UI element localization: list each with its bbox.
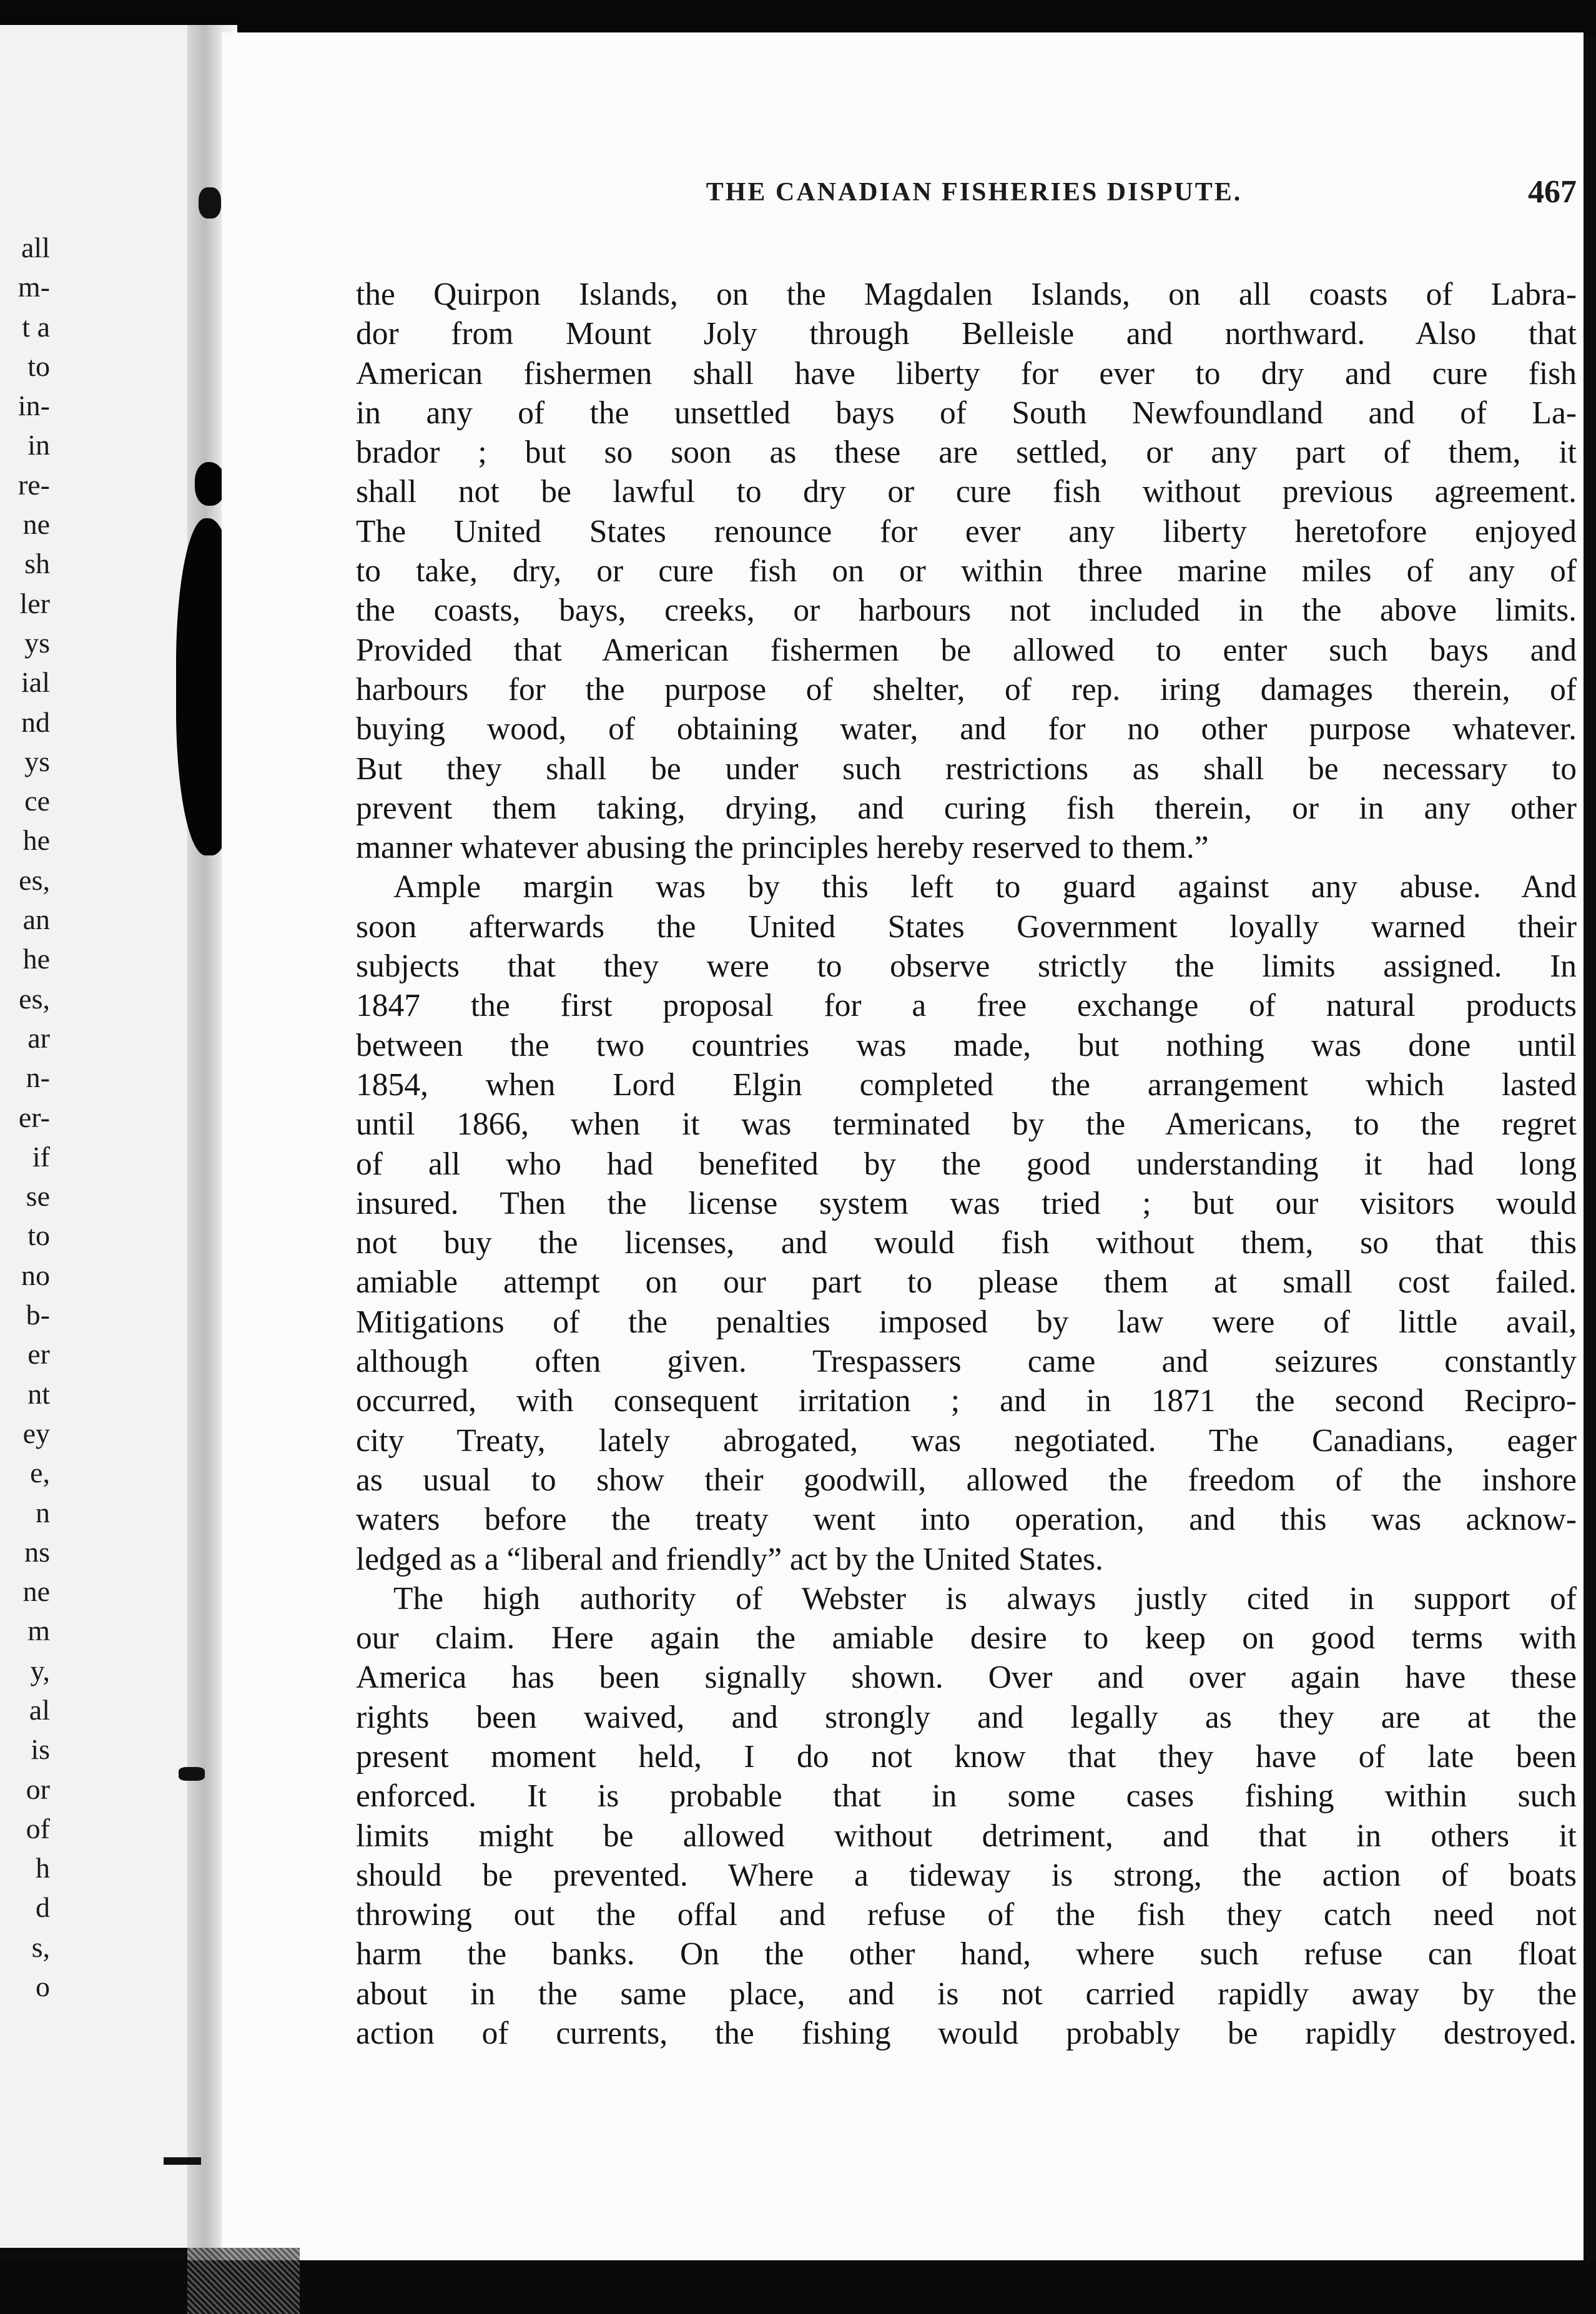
previous-page-fragment: if (32, 1140, 50, 1173)
text-line: The United States renounce for ever any liberty heretofore enjoyed (356, 513, 1577, 549)
previous-page-fragment: ns (24, 1535, 50, 1568)
text-line: present moment held, I do not know that they have of late been (356, 1738, 1577, 1775)
text-line: to take, dry, or cure fish on or within three marine miles of any of (356, 553, 1577, 589)
text-line: occurred, with consequent irritation ; and in 1871 the second Recipro- (356, 1383, 1577, 1419)
previous-page-edge (0, 25, 209, 2248)
text-line: the coasts, bays, creeks, or harbours not included in the above limits. (356, 593, 1577, 629)
text-line: between the two countries was made, but nothing was done until (356, 1027, 1577, 1063)
previous-page-fragment: ar (27, 1022, 50, 1054)
text-line: our claim. Here again the amiable desire to keep on good terms with (356, 1620, 1577, 1657)
text-line: Ample margin was by this left to guard against any abuse. And (393, 869, 1577, 905)
text-line: limits might be allowed without detriment, and that in others it (356, 1818, 1577, 1854)
previous-page-fragment: h (36, 1852, 50, 1884)
text-line: although often given. Trespassers came and seizures constantly (356, 1344, 1577, 1380)
previous-page-fragment: n (36, 1496, 50, 1529)
previous-page-fragment: an (22, 903, 50, 936)
text-line: city Treaty, lately abrogated, was negotiated. The Canadians, eager (356, 1422, 1577, 1459)
book-page (222, 32, 1584, 2260)
previous-page-fragment: es, (19, 864, 50, 896)
previous-page-fragment: ys (24, 626, 50, 659)
previous-page-fragment: he (22, 824, 50, 857)
previous-page-fragment: nt (27, 1377, 50, 1410)
text-line: American fishermen shall have liberty for ever to dry and cure fish (356, 355, 1577, 391)
previous-page-fragment: ne (22, 1575, 50, 1608)
previous-page-fragment: ey (22, 1417, 50, 1449)
previous-page-fragment: to (27, 1219, 50, 1252)
text-line: the Quirpon Islands, on the Magdalen Islands, on all coasts of Labra- (356, 277, 1577, 312)
previous-page-fragment: s, (31, 1931, 50, 1963)
text-line: insured. Then the license system was tried ; but our visitors would (356, 1185, 1577, 1221)
previous-page-fragment: sh (24, 548, 50, 580)
previous-page-fragment: in- (17, 390, 50, 422)
previous-page-fragment: o (36, 1971, 50, 2003)
text-line: soon afterwards the United States Government loyally warned their (356, 908, 1577, 945)
text-line: America has been signally shown. Over and over again have these (356, 1660, 1577, 1696)
previous-page-fragment: ial (21, 666, 50, 699)
text-line: subjects that they were to observe strictly the limits assigned. In (356, 948, 1577, 985)
text-line: harm the banks. On the other hand, where such refuse can float (356, 1936, 1577, 1972)
text-line: not buy the licenses, and would fish without them, so that this (356, 1225, 1577, 1261)
text-line: rights been waived, and strongly and legally as they are at the (356, 1699, 1577, 1735)
previous-page-fragment: m (27, 1615, 50, 1647)
text-line: ledged as a “liberal and friendly” act by the United States. (356, 1541, 1103, 1577)
page-number: 467 (1528, 174, 1577, 210)
binding-mark (164, 2157, 201, 2165)
text-line: of all who had benefited by the good understanding it had long (356, 1146, 1577, 1182)
previous-page-fragment: he (22, 943, 50, 975)
previous-page-fragment: n- (26, 1061, 50, 1094)
text-line: 1847 the first proposal for a free exchange of natural products (356, 988, 1577, 1024)
previous-page-fragment: al (29, 1693, 50, 1726)
previous-page-text-fragments (0, 228, 50, 2006)
previous-page-fragment: se (26, 1180, 50, 1213)
previous-page-fragment: d (36, 1891, 50, 1924)
text-line: brador ; but so soon as these are settled, or any part of them, it (356, 435, 1577, 471)
previous-page-fragment: y, (30, 1654, 50, 1686)
previous-page-fragment: or (26, 1773, 50, 1805)
text-line: should be prevented. Where a tideway is strong, the action of boats (356, 1857, 1577, 1893)
text-line: about in the same place, and is not carried rapidly away by the (356, 1976, 1577, 2012)
previous-page-fragment: no (21, 1259, 50, 1291)
previous-page-fragment: ys (24, 745, 50, 777)
previous-page-fragment: ler (19, 587, 50, 619)
text-line: Mitigations of the penalties imposed by law were of little avail, (356, 1304, 1577, 1340)
previous-page-fragment: re- (17, 468, 50, 501)
text-line: shall not be lawful to dry or cure fish without previous agreement. (356, 474, 1577, 510)
text-line: enforced. It is probable that in some cases fishing within such (356, 1778, 1577, 1814)
scan-border-top (0, 0, 1596, 36)
running-head (584, 174, 1577, 221)
previous-page-fragment: es, (19, 982, 50, 1015)
binding-mark (179, 1767, 205, 1781)
text-line: as usual to show their goodwill, allowed the freedom of the inshore (356, 1462, 1577, 1498)
text-line: prevent them taking, drying, and curing fish therein, or in any other (356, 790, 1577, 826)
text-line: 1854, when Lord Elgin completed the arrangement which lasted (356, 1066, 1577, 1103)
text-line: The high authority of Webster is always justly cited in support of (393, 1580, 1577, 1617)
text-line: action of currents, the fishing would probably be rapidly destroyed. (356, 2016, 1577, 2052)
binding-mark (199, 187, 221, 219)
previous-page-fragment: er (27, 1338, 50, 1371)
previous-page-fragment: t a (22, 310, 50, 343)
body-text (356, 275, 1577, 2053)
previous-page-fragment: e, (30, 1457, 50, 1489)
previous-page-fragment: er- (18, 1101, 50, 1133)
previous-page-fragment: to (27, 350, 50, 382)
text-line: throwing out the offal and refuse of the fish they catch need not (356, 1897, 1577, 1933)
previous-page-fragment: is (31, 1733, 50, 1766)
text-line: manner whatever abusing the principles hereby reserved to them.” (356, 830, 1209, 866)
text-line: waters before the treaty went into operation, and this was acknow- (356, 1502, 1577, 1538)
text-line: until 1866, when it was terminated by the Americans, to the regret (356, 1106, 1577, 1143)
text-line: harbours for the purpose of shelter, of rep. iring damages therein, of (356, 671, 1577, 707)
running-head-title: THE CANADIAN FISHERIES DISPUTE. (706, 178, 1243, 207)
previous-page-fragment: m- (17, 271, 50, 303)
previous-page-fragment: in (27, 429, 50, 461)
text-line: But they shall be under such restrictions as shall be necessary to (356, 751, 1577, 787)
text-line: Provided that American fishermen be allowed to enter such bays and (356, 632, 1577, 668)
previous-page-fragment: ne (22, 508, 50, 541)
previous-page-fragment: all (21, 232, 50, 263)
scan-speckle (187, 2248, 300, 2314)
text-line: buying wood, of obtaining water, and for no other purpose whatever. (356, 711, 1577, 747)
previous-page-fragment: nd (21, 706, 50, 738)
text-line: amiable attempt on our part to please them at small cost failed. (356, 1264, 1577, 1301)
text-line: in any of the unsettled bays of South Newfoundland and of La- (356, 395, 1577, 431)
previous-page-fragment: ce (24, 785, 50, 817)
previous-page-fragment: of (26, 1812, 50, 1844)
text-line: dor from Mount Joly through Belleisle and northward. Also that (356, 316, 1577, 352)
previous-page-fragment: b- (26, 1299, 50, 1331)
